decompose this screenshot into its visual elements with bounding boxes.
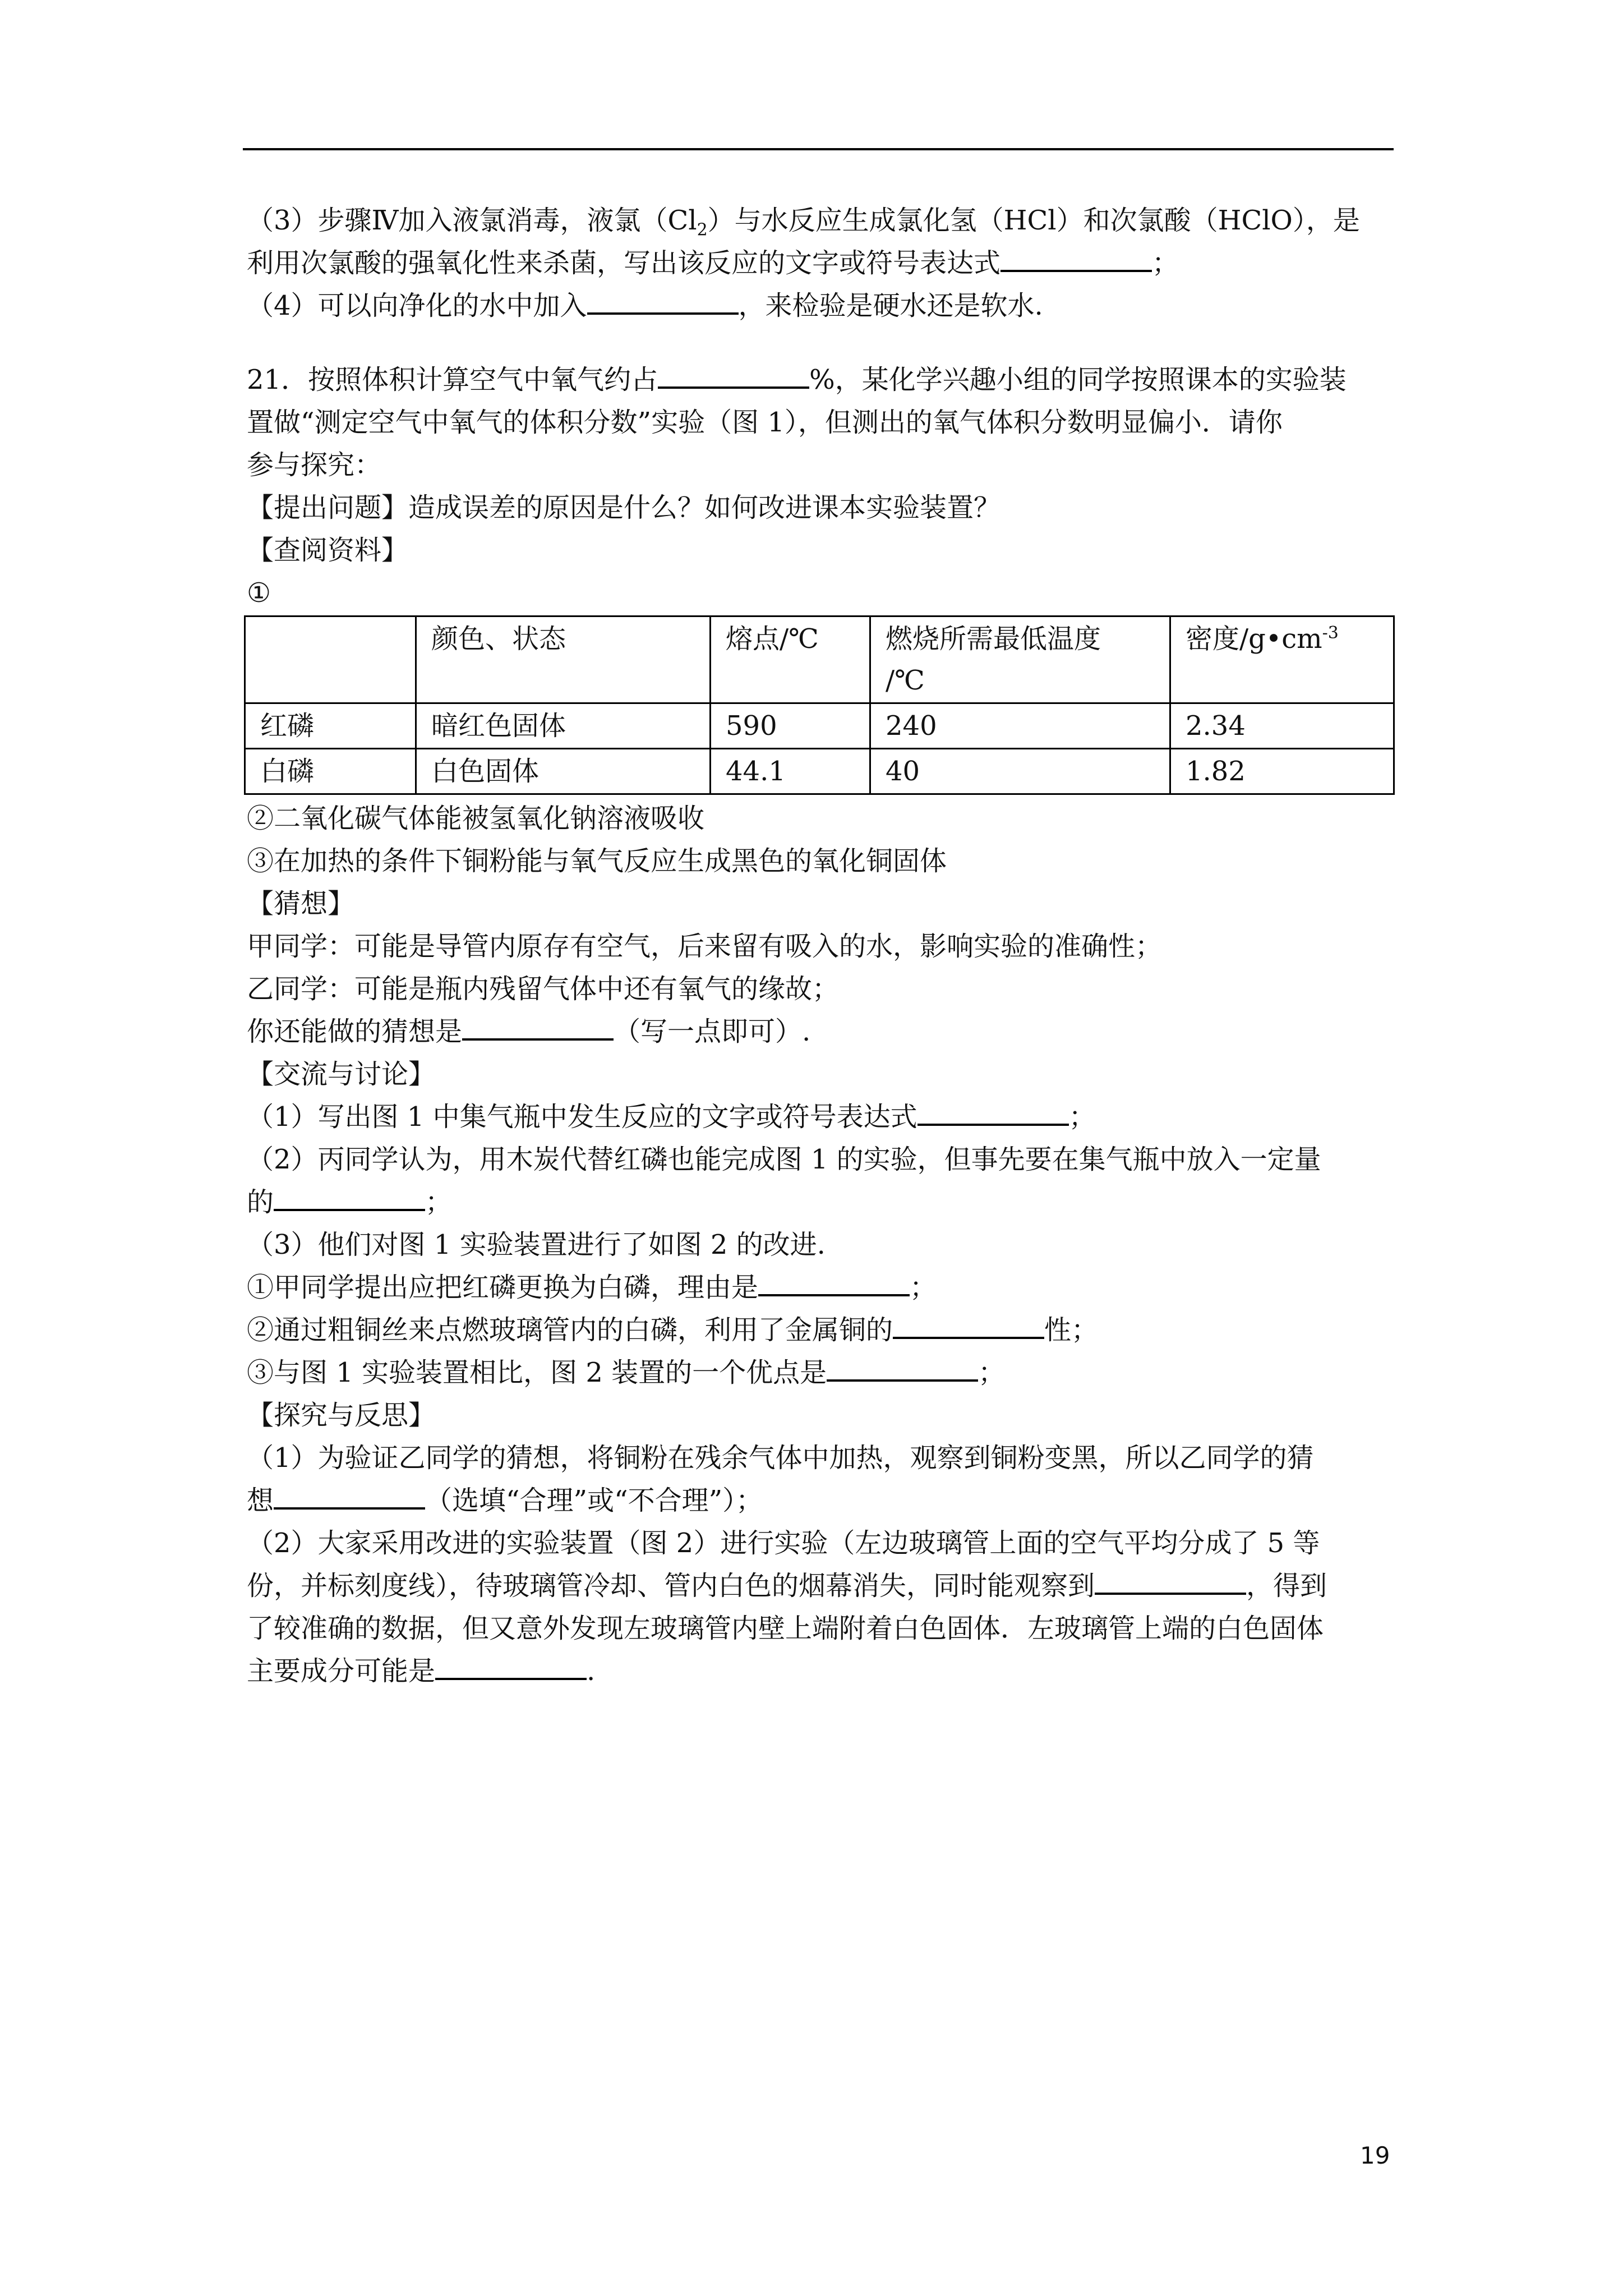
discussion-1: （1）写出图 1 中集气瓶中发生反应的文字或符号表达式 ； — [247, 1096, 1396, 1138]
header-rule — [243, 148, 1394, 150]
section-discussion: 【交流与讨论】 — [247, 1059, 436, 1090]
table-header-row — [245, 616, 1394, 703]
answer-blank[interactable] — [274, 1181, 425, 1211]
table-cell: 2.34 — [1170, 703, 1394, 749]
guess-3: 你还能做的猜想是 （写一点即可）. — [247, 1010, 1396, 1053]
page-content — [247, 199, 1396, 1692]
page-number: 19 — [1360, 2142, 1390, 2169]
reflection-2-line-2: 份，并标刻度线），待玻璃管冷却、管内白色的烟幕消失，同时能观察到 ，得到 — [247, 1565, 1396, 1607]
answer-blank[interactable] — [827, 1351, 978, 1382]
table-cell: 590 — [711, 703, 870, 749]
answer-blank[interactable] — [658, 358, 809, 389]
table-header-cell: 密度$/g•cm^{-3}$ — [1170, 616, 1394, 703]
table-cell: 红磷 — [245, 703, 416, 749]
table-row — [245, 749, 1394, 794]
q21-line-3: 参与探究： — [247, 449, 382, 481]
q3-line-2: 利用次氯酸的强氧化性来杀菌，写出该反应的文字或符号表达式 ； — [247, 242, 1396, 284]
table-cell: 暗红色固体 — [416, 703, 711, 749]
section-problem: 【提出问题】造成误差的原因是什么？如何改进课本实验装置？ — [247, 492, 1001, 523]
material-1-marker: ① — [247, 577, 271, 609]
discussion-2-line-1: （2）丙同学认为，用木炭代替红磷也能完成图 1 的实验，但事先要在集气瓶中放入一定量 — [247, 1144, 1321, 1175]
answer-blank[interactable] — [1095, 1565, 1246, 1595]
table-cell: 白磷 — [245, 749, 416, 794]
answer-blank[interactable] — [893, 1309, 1044, 1339]
table-cell: 40 — [870, 749, 1170, 794]
discussion-2-line-2: 的 ； — [247, 1181, 1396, 1223]
table-row — [245, 703, 1394, 749]
table-header-cell: 颜色、状态 — [416, 616, 711, 703]
table-cell: 白色固体 — [416, 749, 711, 794]
table-cell: 44.1 — [711, 749, 870, 794]
reflection-2-line-4: 主要成分可能是 . — [247, 1650, 1396, 1692]
material-2: ②二氧化碳气体能被氢氧化钠溶液吸收 — [247, 803, 705, 834]
section-reflection: 【探究与反思】 — [247, 1400, 436, 1431]
table-header-cell — [245, 616, 416, 703]
answer-blank[interactable] — [917, 1096, 1069, 1126]
reflection-1-line-1: （1）为验证乙同学的猜想，将铜粉在残余气体中加热，观察到铜粉变黑，所以乙同学的猜 — [247, 1442, 1314, 1474]
table-header-cell: 燃烧所需最低温度 /℃ — [870, 616, 1170, 703]
q21-line-1: 21．按照体积计算空气中氧气约占 %，某化学兴趣小组的同学按照课本的实验装 — [247, 358, 1396, 401]
discussion-3-1: ①甲同学提出应把红磷更换为白磷，理由是 ； — [247, 1266, 1396, 1309]
reflection-2-line-3: 了较准确的数据，但又意外发现左玻璃管内壁上端附着白色固体．左玻璃管上端的白色固体 — [247, 1613, 1324, 1644]
material-3: ③在加热的条件下铜粉能与氧气反应生成黑色的氧化铜固体 — [247, 845, 947, 877]
q3-line-1: （3）步骤Ⅳ加入液氯消毒，液氯$(Cl_2)$与水反应生成氯化氢（HCl）和次氯酸（HClO），是 — [247, 205, 1360, 240]
answer-blank[interactable] — [1000, 242, 1152, 272]
guess-1: 甲同学：可能是导管内原存有空气，后来留有吸入的水，影响实验的准确性； — [247, 931, 1163, 962]
answer-blank[interactable] — [462, 1010, 614, 1041]
discussion-3: （3）他们对图 1 实验装置进行了如图 2 的改进. — [247, 1229, 826, 1260]
answer-blank[interactable] — [758, 1266, 910, 1296]
discussion-3-3: ③与图 1 实验装置相比，图 2 装置的一个优点是 ； — [247, 1351, 1396, 1394]
table-cell: 1.82 — [1170, 749, 1394, 794]
section-guess: 【猜想】 — [247, 888, 355, 919]
section-materials: 【查阅资料】 — [247, 535, 409, 566]
reflection-2-line-1: （2）大家采用改进的实验装置（图 2）进行实验（左边玻璃管上面的空气平均分成了 5 等 — [247, 1527, 1320, 1559]
answer-blank[interactable] — [587, 284, 739, 315]
answer-blank[interactable] — [435, 1650, 587, 1680]
reflection-1-line-2: 想 （选填“合理”或“不合理”）； — [247, 1479, 1396, 1522]
guess-2: 乙同学：可能是瓶内残留气体中还有氧气的缘故； — [247, 973, 840, 1005]
q4-line: （4）可以向净化的水中加入 ，来检验是硬水还是软水. — [247, 284, 1396, 327]
phosphorus-properties-table — [244, 615, 1395, 795]
discussion-3-2: ②通过粗铜丝来点燃玻璃管内的白磷，利用了金属铜的 性； — [247, 1309, 1396, 1351]
table-cell: 240 — [870, 703, 1170, 749]
q21-line-2: 置做“测定空气中氧气的体积分数”实验（图 1），但测出的氧气体积分数明显偏小．请你 — [247, 407, 1283, 438]
table-header-cell: 熔点/℃ — [711, 616, 870, 703]
answer-blank[interactable] — [274, 1479, 425, 1510]
